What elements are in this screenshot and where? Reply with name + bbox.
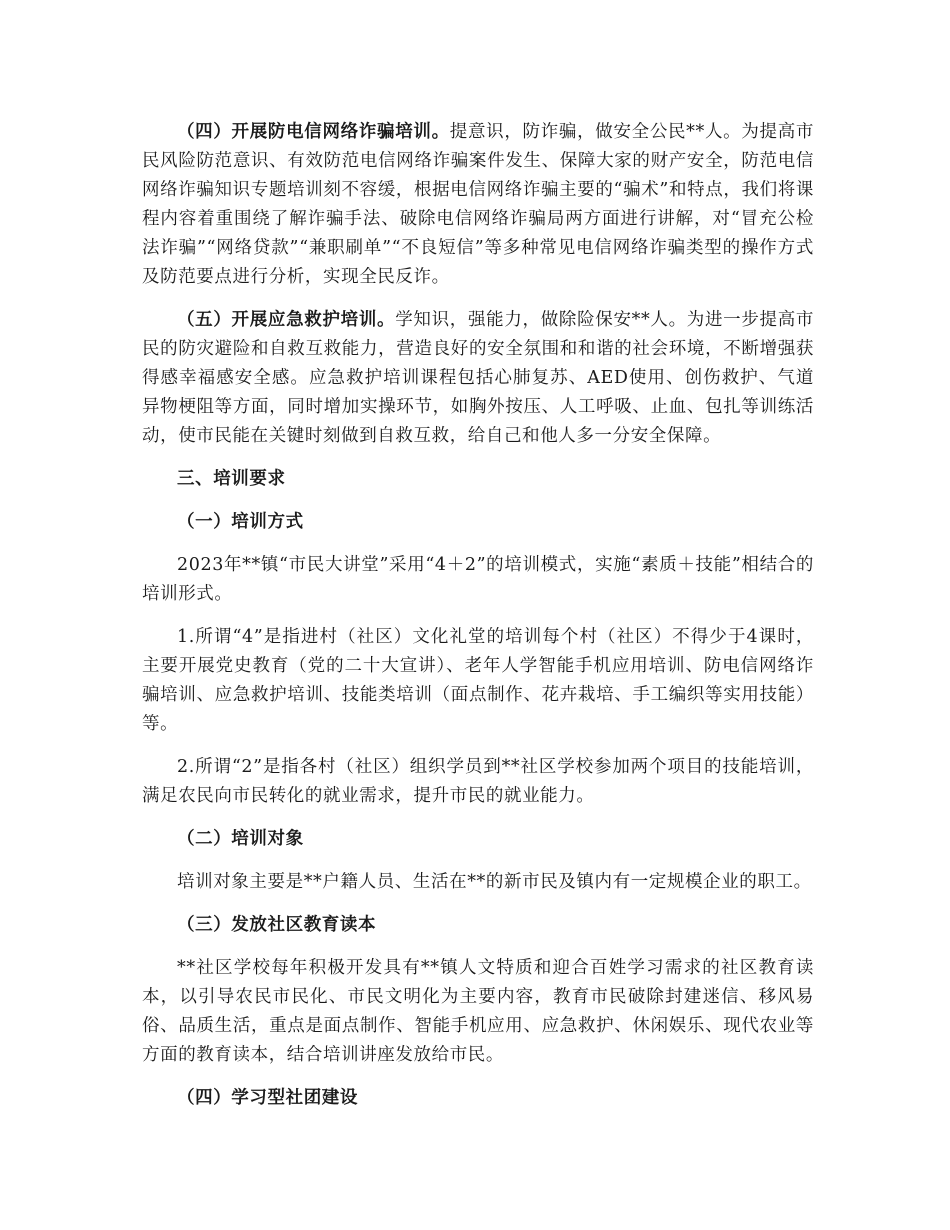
paragraph-training-mode: 2023年**镇“市民大讲堂”采用“4＋2”的培训模式，实施“素质＋技能”相结合的培训形式。 — [142, 555, 814, 604]
paragraph-item-2: 2.所谓“2”是指各村（社区）组织学员到**社区学校参加两个项目的技能培训，满足农民向市民转化的就业需求，提升市民的就业能力。 — [142, 757, 814, 806]
section-heading-training-requirements: 三、培训要求 — [177, 469, 286, 489]
paragraph-readers: **社区学校每年积极开发具有**镇人文特质和迎合百姓学习需求的社区教育读本，以引导农民市民化、市民文明化为主要内容，教育市民破除封建迷信、移风易俗、品质生活，重点是面点制作、智能手机应用、应急救护、休闲娱乐、现代农业等方面的教育读本，结合培训讲座发放给市民。 — [142, 958, 814, 1065]
paragraph-anti-fraud-training — [142, 118, 814, 292]
paragraph-body: 提意识，防诈骗，做安全公民**人。为提高市民风险防范意识、有效防范电信网络诈骗案件发生、保障大家的财产安全，防范电信网络诈骗知识专题培训刻不容缓，根据电信网络诈骗主要的“骗术”和特点，我们将课程内容着重围绕了解诈骗手法、破除电信网络诈骗局两方面进行讲解，对“冒充公检法诈骗”“网络贷款”“兼职刷单”“不良短信”等多种常见电信网络诈骗类型的操作方式及防范要点进行分析，实现全民反诈。 — [142, 122, 814, 287]
paragraph-lead: （四）开展防电信网络诈骗培训。 — [177, 122, 450, 142]
paragraph-body: 学知识，强能力，做除险保安**人。为进一步提高市民的防灾避险和自救互救能力，营造良好的安全氛围和和谐的社会环境，不断增强获得感幸福感安全感。应急救护培训课程包括心肺复苏、AED使用、创伤救护、气道异物梗阻等方面，同时增加实操环节，如胸外按压、人工呼吸、止血、包扎等训练活动，使市民能在关键时刻做到自救互救，给自己和他人多一分安全保障。 — [142, 310, 815, 446]
paragraph-lead: （五）开展应急救护培训。 — [177, 310, 396, 330]
document-page — [142, 118, 814, 1127]
subheading-training-method: （一）培训方式 — [177, 512, 304, 532]
subheading-training-targets: （二）培训对象 — [177, 829, 304, 849]
subheading-readers: （三）发放社区教育读本 — [177, 915, 377, 935]
paragraph-first-aid-training — [142, 306, 814, 451]
paragraph-item-1: 1.所谓“4”是指进村（社区）文化礼堂的培训每个村（社区）不得少于4课时，主要开展党史教育（党的二十大宣讲）、老年人学智能手机应用培训、防电信网络诈骗培训、应急救护培训、技能类培训（面点制作、花卉栽培、手工编织等实用技能）等。 — [142, 627, 814, 734]
subheading-learning-societies: （四）学习型社团建设 — [177, 1088, 358, 1108]
paragraph-training-targets: 培训对象主要是**户籍人员、生活在**的新市民及镇内有一定规模企业的职工。 — [177, 872, 812, 892]
